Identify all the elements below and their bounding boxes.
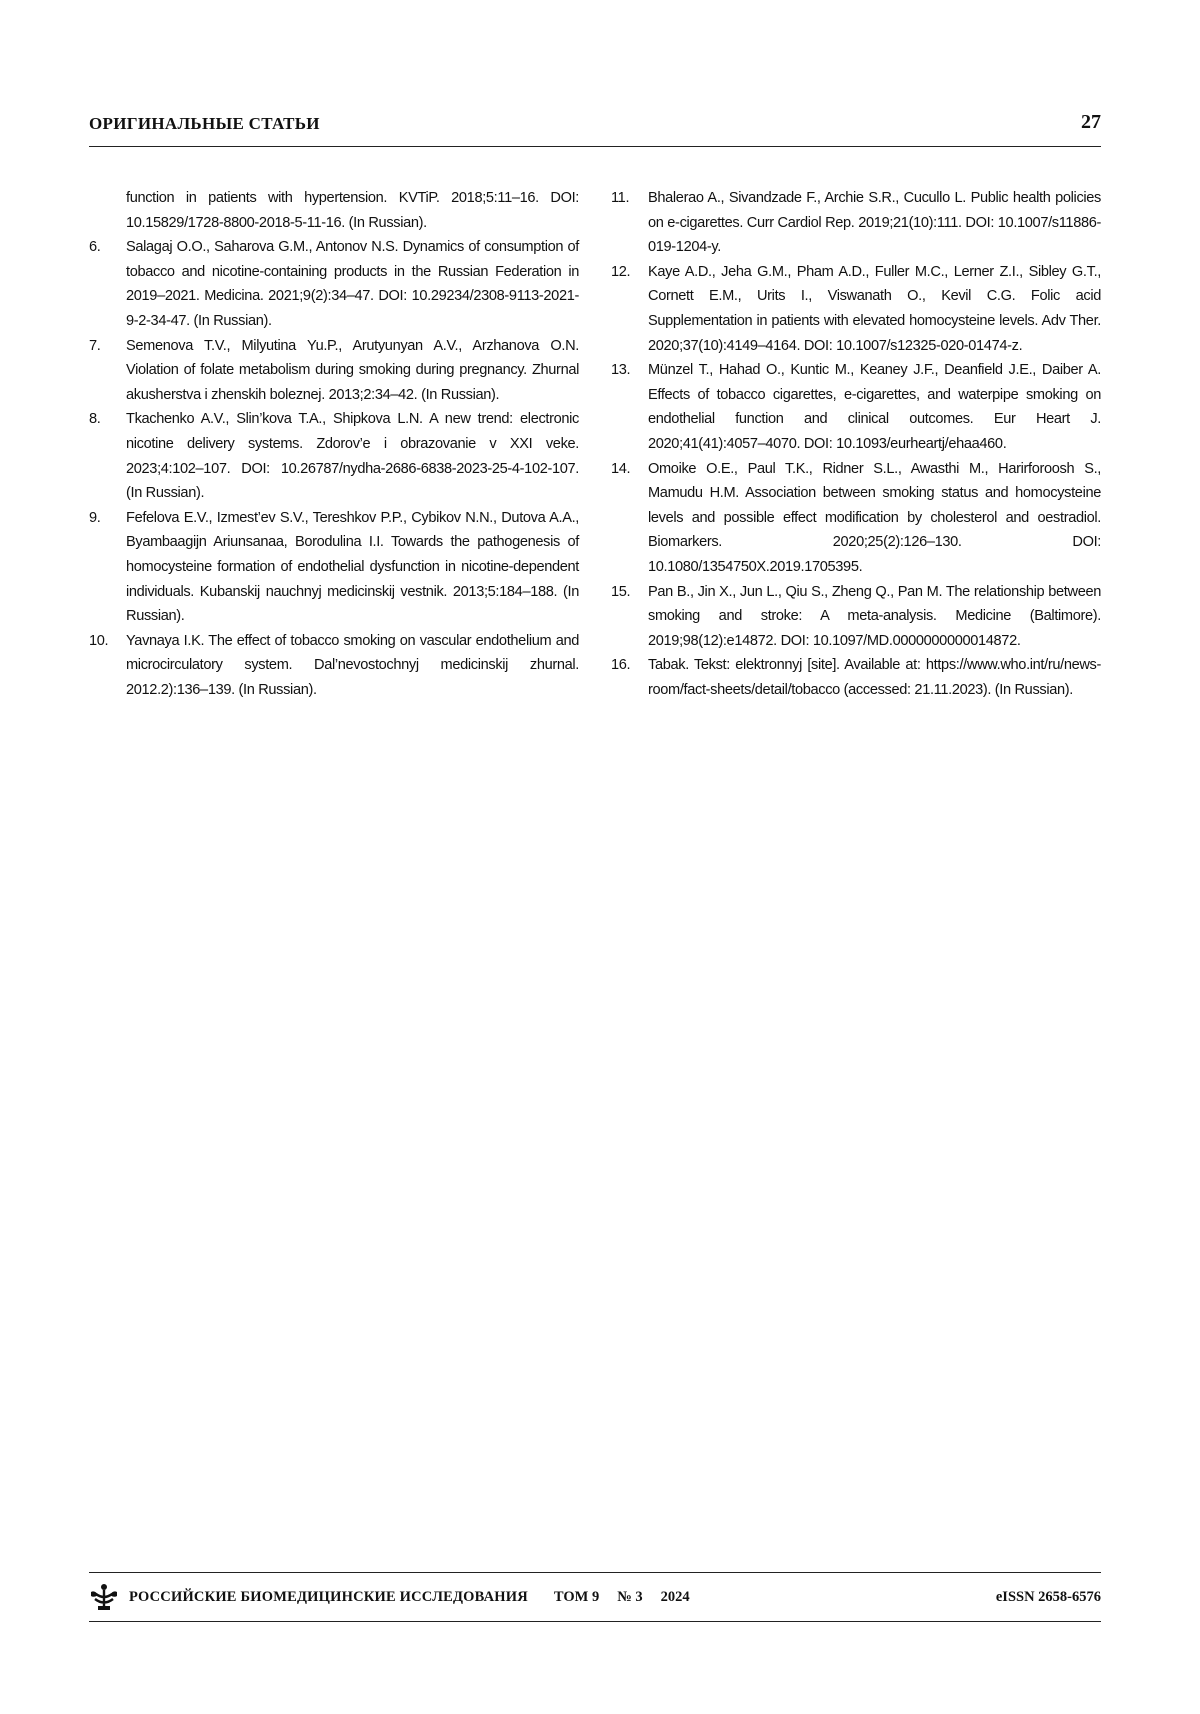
- reference-item: [89, 235, 579, 333]
- reference-item: [89, 334, 579, 408]
- reference-item: [89, 407, 579, 505]
- journal-title: РОССИЙСКИЕ БИОМЕДИЦИНСКИЕ ИССЛЕДОВАНИЯ: [129, 1588, 528, 1605]
- reference-item: [89, 506, 579, 629]
- reference-item: [611, 457, 1101, 580]
- footer-journal-info: [89, 1582, 690, 1612]
- references-list: [89, 186, 1101, 702]
- section-title: ОРИГИНАЛЬНЫЕ СТАТЬИ: [89, 114, 320, 133]
- reference-number: 11.: [611, 190, 630, 206]
- reference-number: 8.: [89, 411, 101, 428]
- reference-number: 7.: [89, 337, 101, 354]
- reference-number: 9.: [89, 509, 101, 526]
- reference-item: [611, 186, 1101, 260]
- reference-text: Salagaj O.O., Saharova G.M., Antonov N.S. Dynamics of consumption of tobacco and nicotine-containing products in the Russian Federation in 2019–2021. Medicina. 2021;9(2):34–47. DOI: 10.29234/2308-9113-2021-9-2-34-47. (In Russian).: [126, 239, 579, 329]
- reference-text: Semenova T.V., Milyutina Yu.P., Arutyunyan A.V., Arzhanova O.N. Violation of folate metabolism during smoking during pregnancy. Zhurnal akusherstva i zhenskih boleznej. 2013;2:34–42. (In Russian).: [126, 337, 579, 403]
- page-header: [89, 108, 1101, 147]
- journal-year: 2024: [660, 1588, 690, 1605]
- reference-number: [89, 186, 126, 235]
- reference-number: 6.: [89, 239, 101, 256]
- reference-number: 12.: [611, 263, 631, 280]
- reference-text: Bhalerao A., Sivandzade F., Archie S.R., Cucullo L. Public health policies on e-cigarettes. Curr Cardiol Rep. 2019;21(10):111. DOI: 10.1007/s11886-019-1204-y.: [648, 190, 1101, 256]
- page-footer: [89, 1572, 1101, 1622]
- reference-text: Münzel T., Hahad O., Kuntic M., Keaney J.F., Deanfield J.E., Daiber A. Effects of tobacco cigarettes, e-cigarettes, and waterpipe smoking on endothelial function and clinical outcomes. Eur Heart J. 2020;41(41):4057–4070. DOI: 10.1093/eurheartj/ehaa460.: [648, 362, 1101, 452]
- reference-text: Kaye A.D., Jeha G.M., Pham A.D., Fuller M.C., Lerner Z.I., Sibley G.T., Cornett E.M., Urits I., Viswanath O., Kevil C.G. Folic acid Supplementation in patients with elevated homocysteine levels. Adv Ther. 2020;37(10):4149–4164. DOI: 10.1007/s12325-020-01474-z.: [648, 263, 1101, 354]
- references-right-column: [611, 186, 1101, 702]
- reference-text: Pan B., Jin X., Jun L., Qiu S., Zheng Q., Pan M. The relationship between smoking and stroke: A meta-analysis. Medicine (Baltimore). 2019;98(12):e14872. DOI: 10.1097/MD.0000000000014872.: [648, 583, 1101, 649]
- reference-item: [89, 186, 579, 235]
- reference-number: 13.: [611, 362, 631, 379]
- reference-number: 14.: [611, 460, 631, 477]
- reference-text: Omoike O.E., Paul T.K., Ridner S.L., Awasthi M., Harirforoosh S., Mamudu H.M. Association between smoking status and homocysteine levels and possible effect modification by cholesterol and oestradiol. Biomarkers. 2020;25(2):126–130. DOI: 10.1080/1354750X.2019.1705395.: [648, 460, 1101, 575]
- reference-item: [611, 260, 1101, 358]
- reference-text: Fefelova E.V., Izmest’ev S.V., Tereshkov P.P., Cybikov N.N., Dutova A.A., Byambaagijn Ariunsanaa, Borodulina I.I. Towards the pathogenesis of homocysteine formation of endothelial dysfunction in nicotine-dependent individuals. Kubanskij nauchnyj medicinskij vestnik. 2013;5:184–188. (In Russian).: [126, 509, 579, 625]
- reference-text: function in patients with hypertension. KVTiP. 2018;5:11–16. DOI: 10.15829/1728-8800-2018-5-11-16. (In Russian).: [126, 190, 579, 231]
- journal-emblem-icon: [89, 1582, 119, 1612]
- reference-number: 10.: [89, 632, 109, 649]
- journal-issue: № 3: [617, 1588, 643, 1605]
- reference-text: Tkachenko A.V., Slin’kova T.A., Shipkova L.N. A new trend: electronic nicotine delivery systems. Zdorov’e i obrazovanie v XXI veke. 2023;4:102–107. DOI: 10.26787/nydha-2686-6838-2023-25-4-102-107. (In Russian).: [126, 411, 579, 502]
- journal-volume: ТОМ 9: [553, 1588, 600, 1605]
- page-number: 27: [1081, 111, 1101, 133]
- reference-number: 15.: [611, 583, 631, 600]
- journal-eissn: eISSN 2658-6576: [995, 1588, 1101, 1605]
- reference-number: 16.: [611, 657, 631, 674]
- reference-item: [611, 580, 1101, 654]
- reference-item: [89, 629, 579, 703]
- reference-text: Tabak. Tekst: elektronnyj [site]. Available at: https://www.who.int/ru/news-room/fact-sheets/detail/tobacco (accessed: 21.11.2023). (In Russian).: [648, 657, 1101, 698]
- references-left-column: [89, 186, 579, 702]
- reference-text: Yavnaya I.K. The effect of tobacco smoking on vascular endothelium and microcirculatory system. Dal’nevostochnyj medicinskij zhurnal. 2012.2):136–139. (In Russian).: [126, 632, 579, 698]
- reference-item: [611, 653, 1101, 702]
- reference-item: [611, 358, 1101, 456]
